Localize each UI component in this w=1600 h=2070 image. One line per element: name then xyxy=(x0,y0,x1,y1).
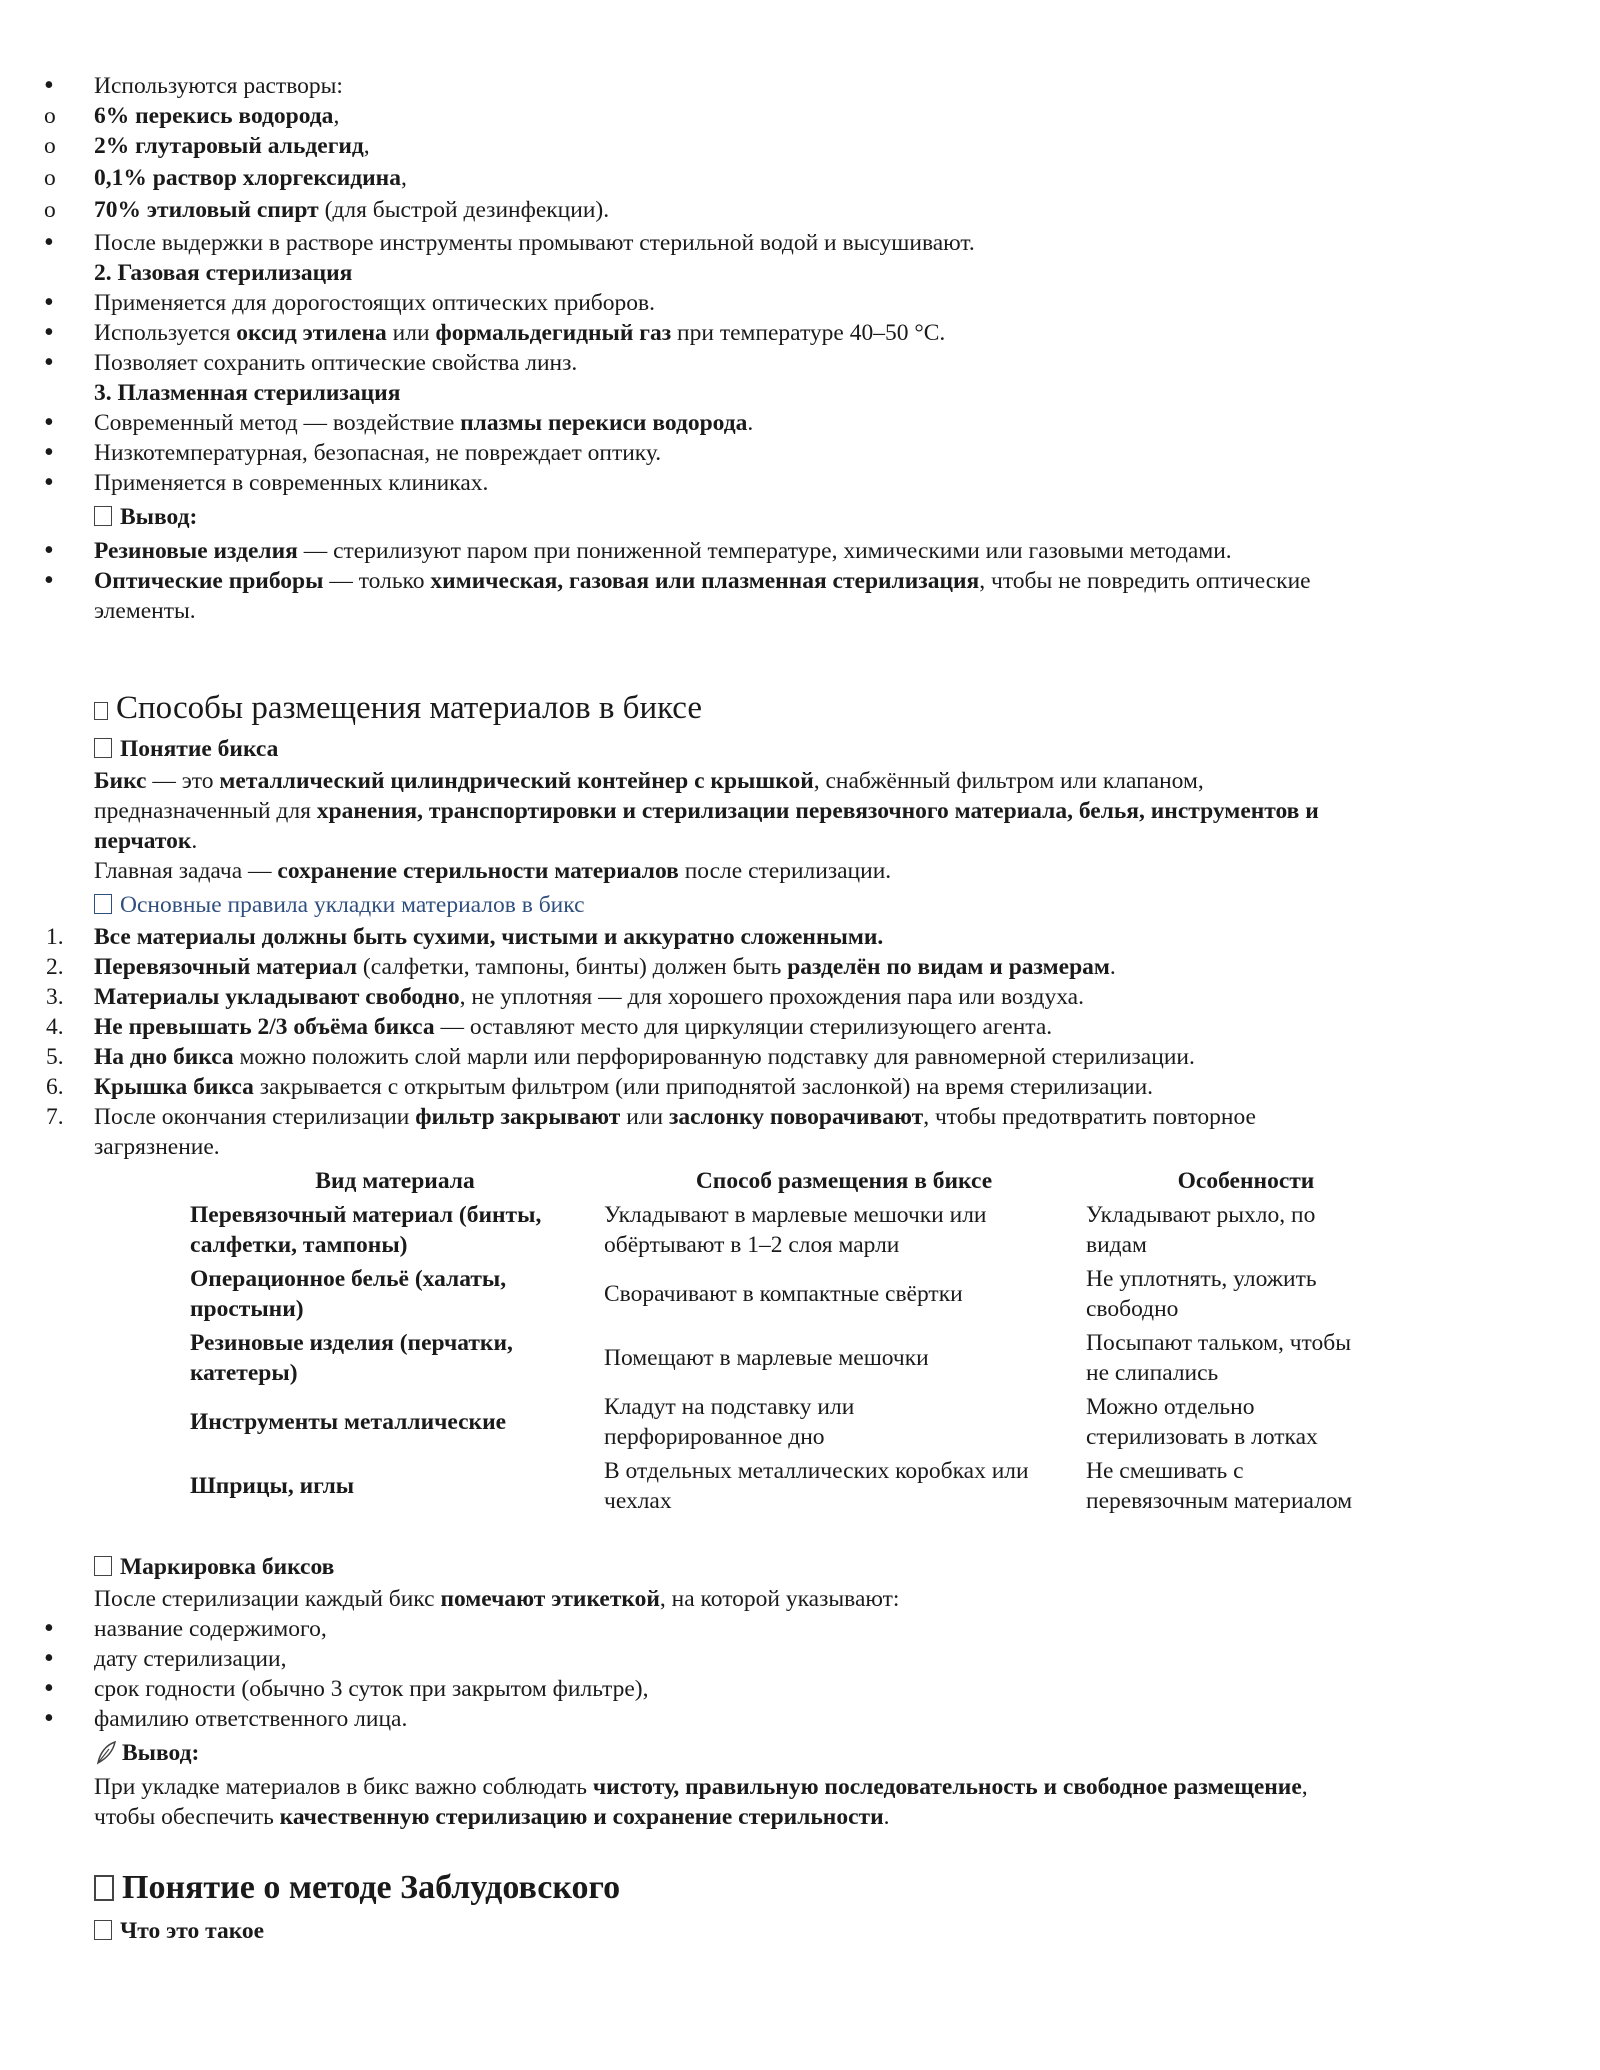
section-heading-plasma: 3. Плазменная стерилизация xyxy=(94,380,401,406)
table-cell: Укладывают в марлевые мешочки или обёртывают в 1–2 слоя марли xyxy=(604,1202,987,1258)
sub-bullet-marker xyxy=(44,195,84,225)
list-number: 2. xyxy=(46,954,64,980)
table-cell: Укладывают рыхло, по видам xyxy=(1086,1202,1316,1258)
list-item: Перевязочный материал (салфетки, тампоны, бинты) должен быть разделён по видам и размерам. xyxy=(94,954,1116,980)
table-cell: Перевязочный материал (бинты, салфетки, тампоны) xyxy=(190,1202,542,1258)
subheading-rules: Основные правила укладки материалов в бикс xyxy=(94,890,1494,920)
leaf-icon xyxy=(94,1739,118,1765)
list-item: После окончания стерилизации фильтр закрывают или заслонку поворачивают, чтобы предотвратить повторное xyxy=(94,1104,1256,1130)
table-header: Способ размещения в биксе xyxy=(695,1168,993,1194)
paragraph: После стерилизации каждый бикс помечают этикеткой, на которой указывают: xyxy=(94,1586,900,1612)
list-number: 6. xyxy=(46,1074,64,1100)
table-cell: Можно отдельно стерилизовать в лотках xyxy=(1086,1394,1318,1450)
list-number: 1. xyxy=(46,924,64,950)
list-item-continuation: загрязнение. xyxy=(94,1134,220,1160)
list-item: 0,1% раствор хлоргексидина, xyxy=(94,165,407,191)
table-cell: Резиновые изделия (перчатки, катетеры) xyxy=(190,1330,513,1386)
list-item: Низкотемпературная, безопасная, не повреждает оптику. xyxy=(94,440,662,466)
paragraph: чтобы обеспечить качественную стерилизацию и сохранение стерильности. xyxy=(94,1804,890,1830)
bullet-marker xyxy=(44,288,84,319)
list-item: дату стерилизации, xyxy=(94,1646,287,1672)
missing-glyph-icon xyxy=(94,1875,114,1901)
missing-glyph-icon xyxy=(94,1556,112,1576)
table-cell: Помещают в марлевые мешочки xyxy=(604,1345,929,1371)
missing-glyph-icon xyxy=(94,1920,112,1940)
table-cell: Инструменты металлические xyxy=(190,1409,507,1435)
list-item: фамилию ответственного лица. xyxy=(94,1706,408,1732)
list-item: Применяется для дорогостоящих оптических приборов. xyxy=(94,290,655,316)
bullet-marker xyxy=(44,468,84,499)
bullet-marker xyxy=(44,228,84,259)
section-title-bix: Способы размещения материалов в биксе xyxy=(94,688,702,728)
list-item: название содержимого, xyxy=(94,1616,327,1642)
paragraph: При укладке материалов в бикс важно соблюдать чистоту, правильную последовательность и свободное размещение, xyxy=(94,1774,1308,1800)
missing-glyph-icon xyxy=(94,702,108,720)
bullet-marker xyxy=(44,348,84,379)
bullet-marker xyxy=(44,1644,84,1675)
list-item: Современный метод — воздействие плазмы перекиси водорода. xyxy=(94,410,754,436)
list-item: Позволяет сохранить оптические свойства линз. xyxy=(94,350,578,376)
list-item: срок годности (обычно 3 суток при закрытом фильтре), xyxy=(94,1676,649,1702)
list-item: 2% глутаровый альдегид, xyxy=(94,133,370,159)
bullet-marker xyxy=(44,536,84,567)
missing-glyph-icon xyxy=(94,506,112,526)
table-cell: Сворачивают в компактные свёртки xyxy=(604,1281,963,1307)
section-title-zabludovsky: Понятие о методе Заблудовского xyxy=(94,1868,620,1908)
bullet-marker xyxy=(44,408,84,439)
sub-bullet-marker xyxy=(44,163,84,193)
table-header: Вид материала xyxy=(315,1168,475,1194)
list-item: Не превышать 2/3 объёма бикса — оставляют место для циркуляции стерилизующего агента. xyxy=(94,1014,1053,1040)
table-cell: Шприцы, иглы xyxy=(190,1473,355,1499)
bullet-marker xyxy=(44,71,84,102)
conclusion-heading: Вывод: xyxy=(94,502,1494,532)
missing-glyph-icon xyxy=(94,894,112,914)
sub-bullet-marker xyxy=(44,101,84,131)
list-number: 3. xyxy=(46,984,64,1010)
bullet-marker xyxy=(44,1704,84,1735)
paragraph: Бикс — это металлический цилиндрический контейнер с крышкой, снабжённый фильтром или клапаном, xyxy=(94,768,1204,794)
list-item: На дно бикса можно положить слой марли или перфорированную подставку для равномерной стерилизации. xyxy=(94,1044,1195,1070)
list-item: Материалы укладывают свободно, не уплотняя — для хорошего прохождения пара или воздуха. xyxy=(94,984,1084,1010)
list-item: Применяется в современных клиниках. xyxy=(94,470,489,496)
subheading-bix-concept: Понятие бикса xyxy=(94,734,1494,764)
list-item: 6% перекись водорода, xyxy=(94,103,340,129)
list-item-continuation: элементы. xyxy=(94,598,196,624)
table-cell: В отдельных металлических коробках или чехлах xyxy=(604,1458,1029,1514)
list-item: Резиновые изделия — стерилизуют паром при пониженной температуре, химическими или газовыми методами. xyxy=(94,538,1232,564)
list-number: 7. xyxy=(46,1104,64,1130)
list-item: Крышка бикса закрывается с открытым фильтром (или приподнятой заслонкой) на время стерилизации. xyxy=(94,1074,1154,1100)
list-item: 70% этиловый спирт (для быстрой дезинфекции). xyxy=(94,197,610,223)
list-item: Все материалы должны быть сухими, чистыми и аккуратно сложенными. xyxy=(94,924,884,950)
list-item: Используется оксид этилена или формальдегидный газ при температуре 40–50 °C. xyxy=(94,320,946,346)
sub-bullet-marker xyxy=(44,131,84,161)
subheading-marking: Маркировка биксов xyxy=(94,1552,1494,1582)
bullet-marker xyxy=(44,1614,84,1645)
conclusion-heading: Вывод: xyxy=(94,1738,1494,1768)
bullet-marker xyxy=(44,566,84,597)
table-cell: Не уплотнять, уложить свободно xyxy=(1086,1266,1317,1322)
list-number: 5. xyxy=(46,1044,64,1070)
list-number: 4. xyxy=(46,1014,64,1040)
list-item: После выдержки в растворе инструменты промывают стерильной водой и высушивают. xyxy=(94,230,975,256)
subheading-what-is-it: Что это такое xyxy=(94,1916,1494,1946)
list-item: Оптические приборы — только химическая, газовая или плазменная стерилизация, чтобы не повредить оптические xyxy=(94,568,1311,594)
table-cell: Операционное бельё (халаты, простыни) xyxy=(190,1266,507,1322)
table-header: Особенности xyxy=(1177,1168,1315,1194)
table-cell: Кладут на подставку или перфорированное дно xyxy=(604,1394,855,1450)
paragraph: предназначенный для хранения, транспортировки и стерилизации перевязочного материала, белья, инструментов и xyxy=(94,798,1319,824)
bullet-marker xyxy=(44,1674,84,1705)
paragraph: перчаток. xyxy=(94,828,198,854)
table-cell: Не смешивать с перевязочным материалом xyxy=(1086,1458,1353,1514)
table-cell: Посыпают тальком, чтобы не слипались xyxy=(1086,1330,1351,1386)
missing-glyph-icon xyxy=(94,738,112,758)
bullet-marker xyxy=(44,318,84,349)
section-heading-gas: 2. Газовая стерилизация xyxy=(94,260,353,286)
paragraph: Главная задача — сохранение стерильности материалов после стерилизации. xyxy=(94,858,892,884)
bullet-marker xyxy=(44,438,84,469)
list-item: Используются растворы: xyxy=(94,73,343,99)
